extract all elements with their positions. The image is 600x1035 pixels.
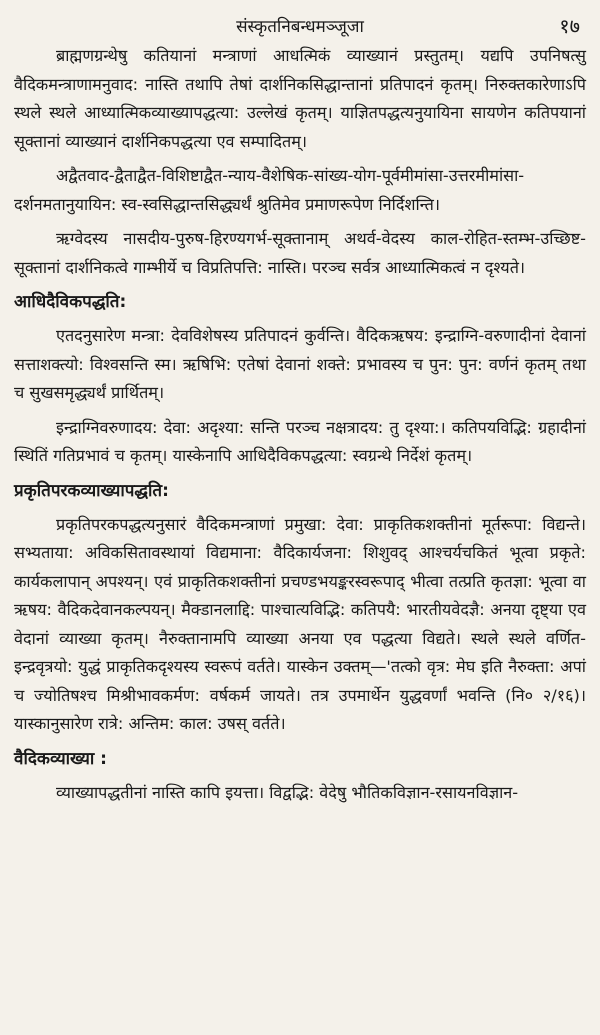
running-title: संस्कृतनिबन्धमञ्जूजा (236, 17, 364, 37)
section-heading: प्रकृतिपरकव्याख्यापद्धति: (14, 480, 169, 501)
paragraph: इन्द्राग्निवरुणादय: देवा: अदृश्या: सन्ति परञ्च नक्षत्रादय: तु दृश्या:। कतिपयविद्भि: ग्रहादीनां स्थितिं गतिप्रभावं च कृतम्। यास्केनापि आधिदैविकपद्धत्या: स्वग्रन्थे निर्देशं कृतम्। (14, 417, 586, 465)
page-body (14, 42, 586, 807)
paragraph: अद्वैतवाद-द्वैताद्वैत-विशिष्टाद्वैत-न्याय-वैशेषिक-सांख्य-योग-पूर्वमीमांसा-उत्तरमीमांसा-दर्शनमतानुयायिन: स्व-स्वसिद्धान्तसिद्ध्यर्थं श्रुतिमेव प्रमाणरूपेण निर्दिशन्ति। (14, 166, 525, 214)
paragraph: प्रकृतिपरकपद्धत्यनुसारं वैदिकमन्त्राणां प्रमुखा: देवा: प्राकृतिकशक्तीनां मूर्तरूपा: विद्यन्ते। सभ्यताया: अविकसितावस्थायां विद्यमाना: वैदिकार्यजना: शिशुवद् आश्चर्यचकितं भूत्वा प्रकृते: कार्यकलापान् अपश्यन्। एवं प्राकृतिकशक्तीनां प्रचण्डभयङ्करस्वरूपाद् भीत्वा तत्प्रति कृतज्ञा: भूत्वा वा ऋषय: वैदिकदेवानकल्पयन्। मैक्डानलाद्दि: पाश्चात्यविद्भि: कतिपयै: भारतीयवेदज्ञै: अनया दृष्ट्या एव वेदानां व्याख्या कृतम्। नैरुक्तानामपि व्याख्या अनया एव पद्धत्या विद्यते। स्थले स्थले वर्णित-इन्द्रवृत्रयो: युद्धं प्राकृतिकदृश्यस्य स्वरूपं वर्तते। यास्केन उक्तम्—'तत्को वृत्र: मेघ इति नैरुक्ता: अपां च ज्योतिषश्च मिश्रीभावकर्मण: वर्षकर्म जायते। तत्र उपमार्थेन युद्धवर्णां भवन्ति (नि० २/१६)। यास्कानुसारेण रात्रे: अन्तिम: काल: उषस् वर्तते। (14, 514, 586, 733)
paragraph: व्याख्यापद्धतीनां नास्ति कापि इयत्ता। विद्वद्भि: वेदेषु भौतिकविज्ञान-रसायनविज्ञान- (56, 782, 519, 802)
page-header (14, 8, 586, 42)
paragraph: ब्राह्मणग्रन्थेषु कतियानां मन्त्राणां आधत्मिकं व्याख्यानं प्रस्तुतम्। यद्यपि उपनिषत्सु वैदिकमन्त्राणामनुवाद: नास्ति तथापि तेषां दार्शनिकसिद्धान्तानां प्रतिपादनं कृतम्। निरुक्तकारेणाऽपि स्थले स्थले आध्यात्मिकव्याख्यापद्धत्या: उल्लेखं कृतम्। याज्ञितपद्धत्यनुयायिना सायणेन कतिपयानां सूक्तानां व्याख्यानं दार्शनिकपद्धत्या एव सम्पादितम्। (14, 46, 586, 151)
section-heading: आधिदैविकपद्धति: (14, 292, 127, 312)
paragraph: एतदनुसारेण मन्त्रा: देवविशेषस्य प्रतिपादनं कुर्वन्ति। वैदिकऋषय: इन्द्राग्नि-वरुणादीनां देवानां सत्ताशक्त्यो: विश्वसन्ति स्म। ऋषिभि: एतेषां देवानां शक्ते: प्रभावस्य च पुन: पुन: वर्णनं कृतम् तथा च सुखसमृद्ध्यर्थं प्रार्थितम्। (14, 326, 586, 402)
page-number: १७ (559, 14, 580, 38)
section-heading: वैदिकव्याख्या : (14, 748, 107, 769)
paragraph: ऋग्वेदस्य नासदीय-पुरुष-हिरण्यगर्भ-सूक्तानाम् अथर्व-वेदस्य काल-रोहित-स्तम्भ-उच्छिष्ट-सूक्तानां दार्शनिकत्वे गाम्भीर्ये च विप्रतिपत्ति: नास्ति। परञ्च सर्वत्र आध्यात्मिकत्वं न दृश्यते। (14, 229, 586, 277)
